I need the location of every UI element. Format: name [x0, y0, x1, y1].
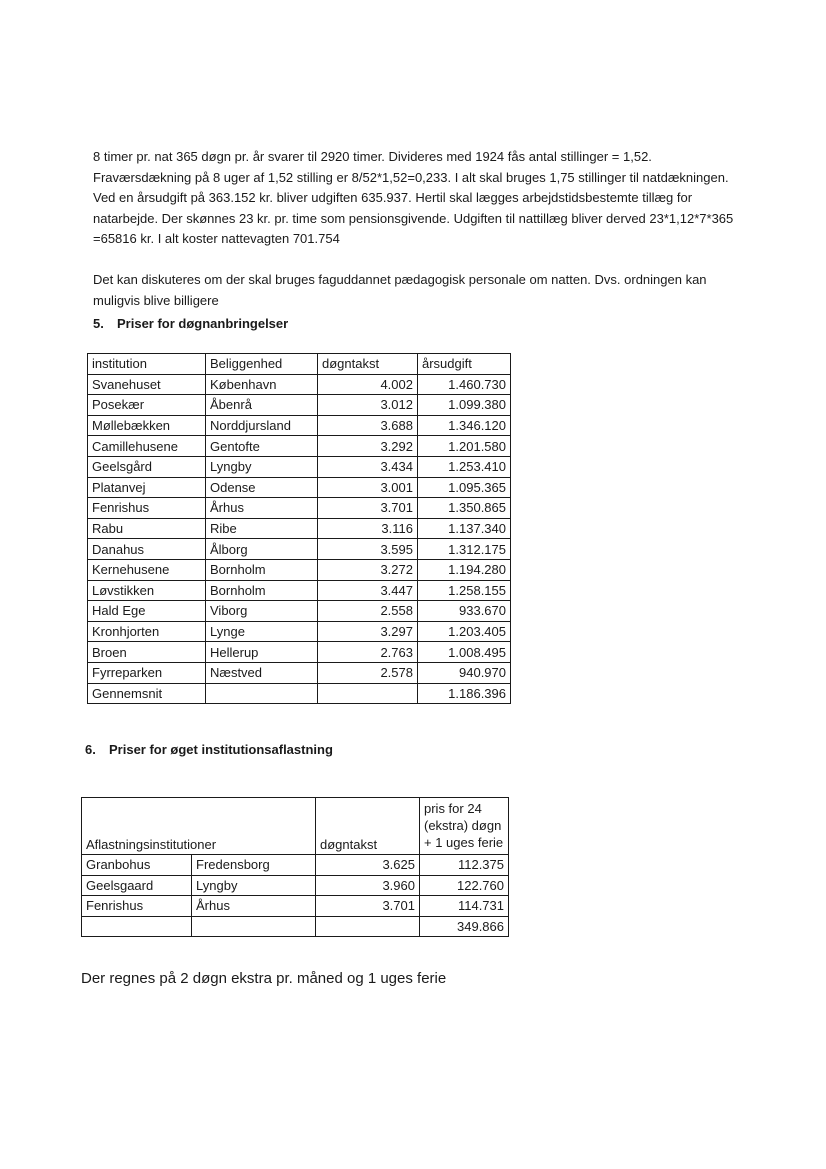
cell-location: Odense — [206, 477, 318, 498]
cell-location: Lynge — [206, 621, 318, 642]
header-location: Beliggenhed — [206, 354, 318, 375]
cell-location: Viborg — [206, 601, 318, 622]
cell-annual-cost: 1.203.405 — [418, 621, 511, 642]
table-respite-prices — [81, 797, 509, 937]
section-5-number: 5. — [93, 316, 104, 331]
paragraph-night-staff-cost: 8 timer pr. nat 365 døgn pr. år svarer til 2920 timer. Divideres med 1924 fås antal stillinger = 1,52. Fraværsdækning på 8 uger af 1,52 stilling er 8/52*1,52=0,233. I alt skal bruges 1,75 stillinger til natdækningen. Ved en årsudgift på 363.152 kr. bliver udgiften 635.937. Hertil skal lægges arbejdstidsbestemte tillæg for natarbejde. Der skønnes 23 kr. pr. time som pensionsgivende. Udgiften til nattillæg bliver derved 23*1,12*7*365 =65816 kr. I alt koster nattevagten 701.754 — [93, 149, 734, 246]
header-daily-rate: døgntakst — [316, 798, 420, 855]
cell-institution: Svanehuset — [88, 374, 206, 395]
table-row — [88, 436, 511, 457]
cell-daily-rate: 3.272 — [318, 559, 418, 580]
cell-institution: Rabu — [88, 518, 206, 539]
cell-daily-rate: 2.558 — [318, 601, 418, 622]
cell-institution: Danahus — [88, 539, 206, 560]
cell-daily-rate: 2.578 — [318, 662, 418, 683]
cell-location: Fredensborg — [192, 855, 316, 876]
cell-annual-cost: 1.350.865 — [418, 498, 511, 519]
cell-annual-cost: 1.008.495 — [418, 642, 511, 663]
section-6-heading — [85, 742, 333, 757]
table-row — [88, 374, 511, 395]
cell-institution: Posekær — [88, 395, 206, 416]
cell-annual-cost: 1.460.730 — [418, 374, 511, 395]
table-row — [82, 896, 509, 917]
cell-price: 112.375 — [420, 855, 509, 876]
cell-location: Bornholm — [206, 559, 318, 580]
table-row — [88, 415, 511, 436]
cell-institution: Løvstikken — [88, 580, 206, 601]
cell-annual-cost: 1.194.280 — [418, 559, 511, 580]
cell-location: Næstved — [206, 662, 318, 683]
cell-daily-rate: 3.960 — [316, 875, 420, 896]
section-5-title: Priser for døgnanbringelser — [117, 316, 289, 331]
table-row — [88, 601, 511, 622]
cell-location: Åbenrå — [206, 395, 318, 416]
table-row — [82, 875, 509, 896]
cell-institution: Camillehusene — [88, 436, 206, 457]
cell-daily-rate: 3.447 — [318, 580, 418, 601]
empty-cell — [318, 683, 418, 704]
header-annual-cost: årsudgift — [418, 354, 511, 375]
cell-location: Århus — [192, 896, 316, 917]
cell-daily-rate: 3.012 — [318, 395, 418, 416]
table-placement-prices — [87, 353, 511, 704]
cell-annual-cost: 1.346.120 — [418, 415, 511, 436]
cell-daily-rate: 3.688 — [318, 415, 418, 436]
cell-institution: Platanvej — [88, 477, 206, 498]
cell-daily-rate: 3.116 — [318, 518, 418, 539]
empty-cell — [316, 916, 420, 937]
cell-institution: Møllebækken — [88, 415, 206, 436]
cell-daily-rate: 3.701 — [316, 896, 420, 917]
table-header-row — [88, 354, 511, 375]
cell-institution: Fenrishus — [82, 896, 192, 917]
cell-daily-rate: 3.595 — [318, 539, 418, 560]
cell-daily-rate: 3.434 — [318, 456, 418, 477]
cell-annual-cost: 1.253.410 — [418, 456, 511, 477]
cell-daily-rate: 3.701 — [318, 498, 418, 519]
cell-location: Århus — [206, 498, 318, 519]
cell-price: 122.760 — [420, 875, 509, 896]
cell-daily-rate: 3.292 — [318, 436, 418, 457]
cell-institution: Hald Ege — [88, 601, 206, 622]
table-row — [88, 456, 511, 477]
table-row — [88, 477, 511, 498]
cell-institution: Geelsgaard — [82, 875, 192, 896]
empty-cell — [192, 916, 316, 937]
average-label: Gennemsnit — [88, 683, 206, 704]
cell-annual-cost: 1.095.365 — [418, 477, 511, 498]
cell-institution: Kronhjorten — [88, 621, 206, 642]
empty-cell — [206, 683, 318, 704]
header-institution: institution — [88, 354, 206, 375]
cell-location: Gentofte — [206, 436, 318, 457]
table-row — [88, 498, 511, 519]
cell-daily-rate: 3.001 — [318, 477, 418, 498]
cell-location: Lyngby — [206, 456, 318, 477]
footnote-extra-days: Der regnes på 2 døgn ekstra pr. måned og 1 uges ferie — [81, 970, 447, 987]
table-row — [82, 855, 509, 876]
cell-institution: Broen — [88, 642, 206, 663]
cell-location: København — [206, 374, 318, 395]
cell-location: Norddjursland — [206, 415, 318, 436]
header-price-24-days: pris for 24 (ekstra) døgn + 1 uges ferie — [420, 798, 509, 855]
cell-institution: Fenrishus — [88, 498, 206, 519]
average-value: 1.186.396 — [418, 683, 511, 704]
table-header-row — [82, 798, 509, 855]
cell-location: Bornholm — [206, 580, 318, 601]
cell-annual-cost: 940.970 — [418, 662, 511, 683]
cell-daily-rate: 2.763 — [318, 642, 418, 663]
table-total-row — [82, 916, 509, 937]
cell-price: 114.731 — [420, 896, 509, 917]
cell-institution: Fyrreparken — [88, 662, 206, 683]
cell-annual-cost: 1.258.155 — [418, 580, 511, 601]
cell-daily-rate: 3.625 — [316, 855, 420, 876]
table-row — [88, 539, 511, 560]
section-6-title: Priser for øget institutionsaflastning — [109, 742, 333, 757]
cell-annual-cost: 933.670 — [418, 601, 511, 622]
cell-daily-rate: 4.002 — [318, 374, 418, 395]
cell-annual-cost: 1.312.175 — [418, 539, 511, 560]
paragraph-trained-staff-note: Det kan diskuteres om der skal bruges faguddannet pædagogisk personale om natten. Dvs. ordningen kan muligvis blive billigere — [93, 272, 707, 308]
table-row — [88, 580, 511, 601]
empty-cell — [82, 916, 192, 937]
table-row — [88, 395, 511, 416]
cell-location: Ålborg — [206, 539, 318, 560]
table-row — [88, 642, 511, 663]
cell-location: Hellerup — [206, 642, 318, 663]
section-5-heading — [93, 316, 288, 331]
table-row — [88, 621, 511, 642]
cell-institution: Kernehusene — [88, 559, 206, 580]
table-row — [88, 662, 511, 683]
header-daily-rate: døgntakst — [318, 354, 418, 375]
cell-institution: Geelsgård — [88, 456, 206, 477]
section-6-number: 6. — [85, 742, 96, 757]
header-respite-institutions: Aflastningsinstitutioner — [82, 798, 316, 855]
cell-location: Lyngby — [192, 875, 316, 896]
table-row — [88, 559, 511, 580]
cell-location: Ribe — [206, 518, 318, 539]
cell-daily-rate: 3.297 — [318, 621, 418, 642]
cell-annual-cost: 1.201.580 — [418, 436, 511, 457]
cell-annual-cost: 1.099.380 — [418, 395, 511, 416]
cell-institution: Granbohus — [82, 855, 192, 876]
total-value: 349.866 — [420, 916, 509, 937]
cell-annual-cost: 1.137.340 — [418, 518, 511, 539]
table-average-row — [88, 683, 511, 704]
table-row — [88, 518, 511, 539]
